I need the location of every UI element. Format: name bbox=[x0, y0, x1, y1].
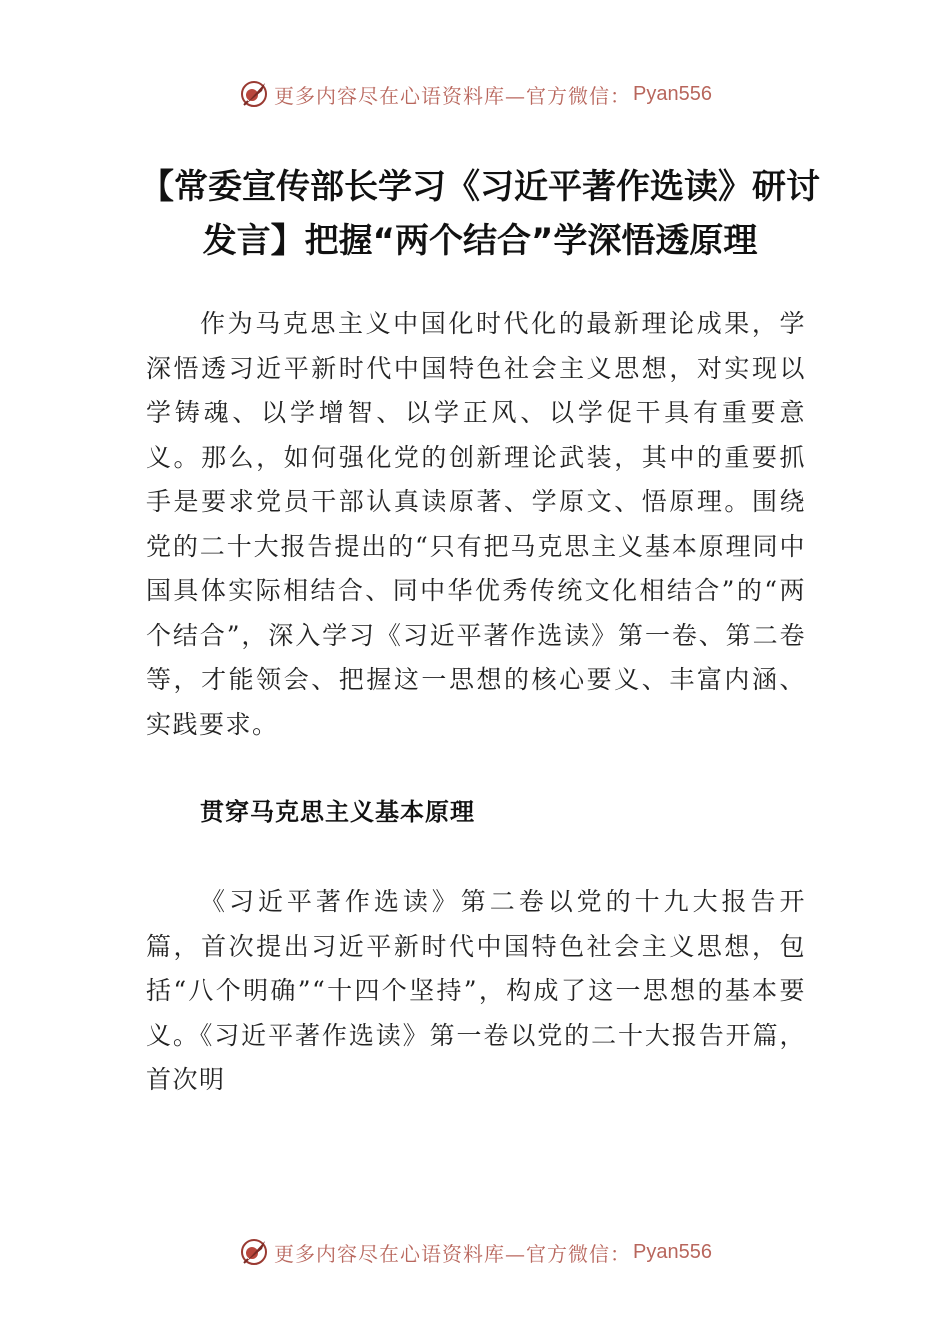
header-wechat-id: Pyan556 bbox=[633, 82, 712, 105]
header-banner bbox=[0, 74, 950, 114]
section-heading: 贯穿马克思主义基本原理 bbox=[200, 798, 475, 826]
footer-banner-text: 更多内容尽在心语资料库—官方微信： bbox=[274, 1241, 632, 1266]
footer-wechat-id: Pyan556 bbox=[633, 1240, 712, 1263]
body-paragraph-1: 作为马克思主义中国化时代化的最新理论成果，学深悟透习近平新时代中国特色社会主义思想，对实现以学铸魂、以学增智、以学正风、以学促干具有重要意义。那么，如何强化党的创新理论武装，其中的重要抓手是要求党员干部认真读原著、学原文、悟原理。围绕党的二十大报告提出的“只有把马克思主义基本原理同中国具体实际相结合、同中华优秀传统文化相结合”的“两个结合”，深入学习《习近平著作选读》第一卷、第二卷等，才能领会、把握这一思想的核心要义、丰富内涵、实践要求。 bbox=[146, 309, 806, 739]
document-title: 【常委宣传部长学习《习近平著作选读》研讨发言】把握“两个结合”学深悟透原理 bbox=[140, 167, 820, 261]
quill-logo-icon bbox=[238, 78, 270, 110]
quill-logo-icon bbox=[238, 1236, 270, 1268]
footer-banner bbox=[0, 1232, 950, 1272]
body-paragraph-2: 《习近平著作选读》第二卷以党的十九大报告开篇，首次提出习近平新时代中国特色社会主义思想，包括“八个明确”“十四个坚持”，构成了这一思想的基本要义。《习近平著作选读》第一卷以党的二十大报告开篇，首次明 bbox=[146, 887, 806, 1094]
header-banner-text: 更多内容尽在心语资料库—官方微信： bbox=[274, 83, 632, 108]
